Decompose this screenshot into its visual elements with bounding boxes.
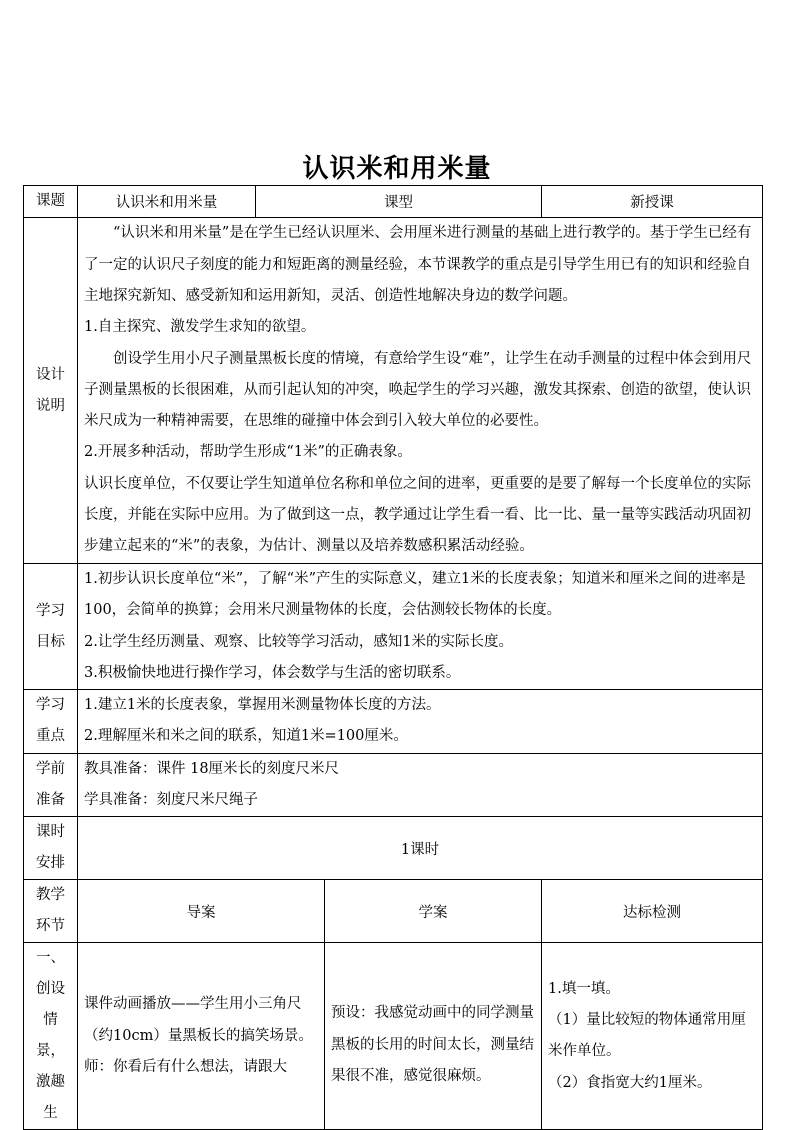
stage1-guide: 课件动画播放——学生用小三角尺（约10cm）量黑板长的搞笑场景。师：你看后有什么想法，请跟大 <box>78 943 325 1130</box>
goals-row <box>24 564 763 690</box>
guide-header: 导案 <box>78 880 325 943</box>
focus-label: 学习重点 <box>24 690 78 754</box>
stage1-check <box>542 943 763 1130</box>
focus-item: 1.建立1米的长度表象，掌握用米测量物体长度的方法。 <box>84 697 441 714</box>
prep-row <box>24 753 763 817</box>
time-value: 1课时 <box>78 817 763 880</box>
goals-content <box>78 564 763 690</box>
stage-header-row <box>24 880 763 943</box>
lesson-plan-table <box>23 185 763 1130</box>
check-header: 达标检测 <box>542 880 763 943</box>
stage1-label: 一、创设情景，激趣生 <box>24 943 78 1130</box>
prep-label: 学前准备 <box>24 753 78 817</box>
goal-item: 2.让学生经历测量、观察、比较等学习活动，感知1米的实际长度。 <box>84 633 514 650</box>
goal-item: 3.积极愉快地进行操作学习，体会数学与生活的密切联系。 <box>84 664 461 681</box>
goals-label: 学习目标 <box>24 564 78 690</box>
design-paragraph: “认识米和用米量”是在学生已经认识厘米、会用厘米进行测量的基础上进行教学的。基于学生已经有了一定的认识尺子刻度的能力和短距离的测量经验，本节课教学的重点是引导学生用已有的知识和经验自主地探究新知、感受新知和运用新知，灵活、创造性地解决身边的数学问题。 <box>84 225 752 304</box>
design-content <box>78 218 763 564</box>
prep-content <box>78 753 763 817</box>
check-item: （2）食指宽大约1厘米。 <box>548 1074 712 1091</box>
topic-value: 认识米和用米量 <box>78 186 256 218</box>
stage-header-label: 教学环节 <box>24 880 78 943</box>
topic-label: 课题 <box>24 186 78 218</box>
stage1-study: 预设：我感觉动画中的同学测量黑板的长用的时间太长，测量结果很不准，感觉很麻烦。 <box>325 943 542 1130</box>
stage1-row <box>24 943 763 1130</box>
focus-item: 2.理解厘米和米之间的联系，知道1米=100厘米。 <box>84 728 408 745</box>
check-item: 1.填一填。 <box>548 980 620 997</box>
design-paragraph: 认识长度单位，不仅要让学生知道单位名称和单位之间的进率，更重要的是要了解每一个长度单位的实际长度，并能在实际中应用。为了做到这一点，教学通过让学生看一看、比一比、量一量等实践活动巩固初步建立起来的“米”的表象，为估计、测量以及培养数感积累活动经验。 <box>84 475 751 555</box>
design-paragraph: 1.自主探究、激发学生求知的欲望。 <box>84 319 316 336</box>
focus-row <box>24 690 763 754</box>
prep-item: 学具准备：刻度尺米尺绳子 <box>84 792 258 809</box>
study-header: 学案 <box>325 880 542 943</box>
check-item: （1）量比较短的物体通常用厘米作单位。 <box>548 1012 746 1060</box>
design-label: 设计说明 <box>24 218 78 564</box>
lesson-type-label: 课型 <box>256 186 542 218</box>
design-row <box>24 218 763 564</box>
time-row <box>24 817 763 880</box>
design-paragraph: 2.开展多种活动，帮助学生形成“1米”的正确表象。 <box>84 444 412 461</box>
lesson-type-value: 新授课 <box>542 186 763 218</box>
time-label: 课时安排 <box>24 817 78 880</box>
goal-item: 1.初步认识长度单位“米”，了解“米”产生的实际意义，建立1米的长度表象；知道米和厘米之间的进率是100，会简单的换算；会用米尺测量物体的长度，会估测较长物体的长度。 <box>84 571 746 619</box>
page-title: 认识米和用米量 <box>302 154 492 184</box>
design-paragraph: 创设学生用小尺子测量黑板长度的情境，有意给学生设“难”，让学生在动手测量的过程中体会到用尺子测量黑板的长很困难，从而引起认知的冲突，唤起学生的学习兴趣，激发其探索、创造的欲望，使认识米尺成为一种精神需要，在思维的碰撞中体会到引入较大单位的必要性。 <box>84 350 752 430</box>
prep-item: 教具准备：课件 18厘米长的刻度尺米尺 <box>84 760 340 777</box>
focus-content <box>78 690 763 754</box>
topic-row <box>24 186 763 218</box>
